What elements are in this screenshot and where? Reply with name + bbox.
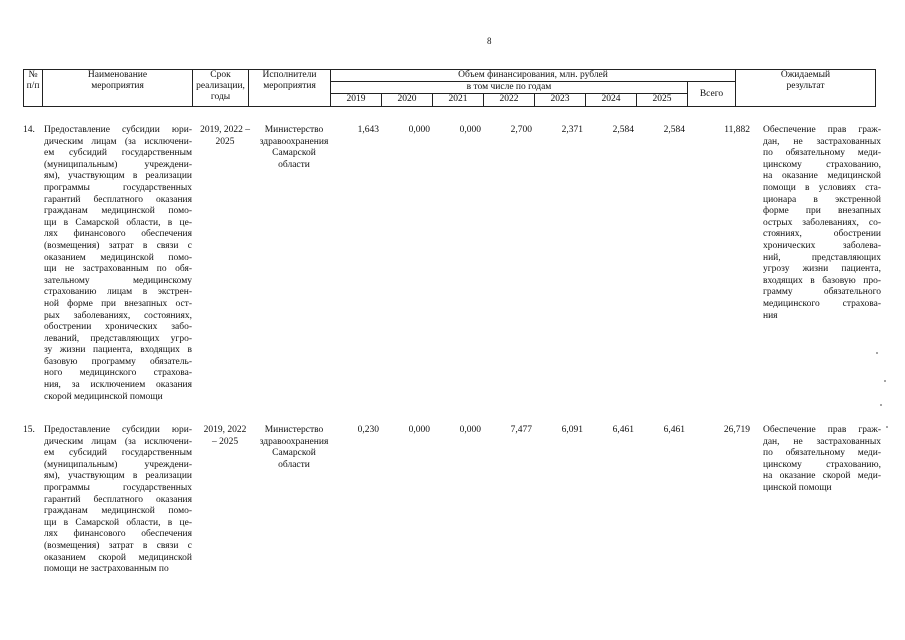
header-executors — [249, 70, 331, 107]
result-line: цинской помощи — [763, 482, 832, 493]
measure-name-line: ного медицинского страхова- — [44, 368, 192, 379]
measure-name-line: ем субсидий государственным — [44, 148, 192, 159]
header-term-line: реализации, — [196, 81, 245, 91]
page-number: 8 — [487, 36, 492, 46]
measure-name-line: лях финансового обеспечения — [44, 529, 192, 540]
value-2023: 6,091 — [561, 425, 583, 435]
measure-name-line: помощи не застрахованным по — [44, 564, 169, 575]
measure-name-line: ем субсидий государственным — [44, 448, 192, 459]
measure-name-line: (возмещения) затрат в связи с — [44, 240, 192, 251]
header-year: 2021 — [433, 94, 484, 107]
measure-name-line: рых заболеваниях, состояниях, — [44, 310, 192, 321]
executor-line: области — [278, 459, 310, 470]
measure-name-line: щи не застрахованным по обя- — [44, 264, 192, 275]
header-total: Всего — [688, 82, 736, 107]
executor-line: Министерство — [264, 425, 324, 435]
measure-name-line: программы государственных — [44, 182, 192, 193]
measure-name-line: базовую программу обязатель- — [44, 356, 192, 367]
measure-name-line: дическим лицам (за исключени- — [44, 436, 192, 447]
measure-name-line: страхованию лицам в экстрен- — [44, 287, 192, 298]
measure-name-line: гарантий бесплатного оказания — [44, 194, 192, 205]
measure-name-line: лях финансового обеспечения — [44, 229, 192, 240]
measure-name-line: ям), участвующим в реализации — [44, 471, 192, 482]
expected-result — [763, 125, 881, 322]
header-term-line: годы — [210, 92, 231, 102]
measure-name-line: обострении хронических забо- — [44, 322, 192, 333]
measure-name — [44, 425, 192, 576]
row-number: 14. — [23, 125, 35, 135]
header-executors-line: мероприятия — [263, 81, 316, 91]
header-year: 2022 — [484, 94, 535, 107]
value-2021: 0,000 — [459, 425, 481, 435]
measure-name-line: оказанием медицинской помо- — [44, 252, 192, 263]
measure-name-line: гарантий бесплатного оказания — [44, 494, 192, 505]
measure-name-line: (возмещения) затрат в связи с — [44, 540, 192, 551]
header-name-line: мероприятия — [91, 81, 144, 91]
result-line: острых заболеваниях, со- — [763, 217, 881, 228]
header-no-line: № — [28, 70, 38, 80]
value-2023: 2,371 — [561, 125, 583, 135]
value-2020: 0,000 — [408, 125, 430, 135]
result-line: на оказание медицинской — [763, 171, 881, 182]
result-line: Обеспечение прав граж- — [763, 125, 881, 135]
expected-result — [763, 425, 881, 495]
result-line: грамму обязательного — [763, 287, 881, 298]
executor-line: Самарской — [272, 148, 316, 159]
value-2022: 2,700 — [510, 125, 532, 135]
row-number: 15. — [23, 425, 35, 435]
header-no-line: п/п — [26, 81, 40, 91]
result-line: на оказание скорой меди- — [763, 471, 881, 482]
scan-speck — [884, 380, 886, 382]
measure-name-line: программы государственных — [44, 482, 192, 493]
header-term — [193, 70, 249, 107]
value-2024: 2,584 — [612, 125, 634, 135]
result-line: цинскому страхованию, — [763, 459, 881, 470]
result-line: угрозу жизни пациента, — [763, 264, 881, 275]
result-line: стояниях, обострении — [763, 229, 881, 240]
table-header — [23, 69, 876, 107]
result-line: хронических заболева- — [763, 240, 881, 251]
value-2024: 6,461 — [612, 425, 634, 435]
executor — [251, 125, 337, 171]
measure-name-line: щи в Самарской области, в це- — [44, 217, 192, 228]
measure-name-line: (муниципальным) учреждени- — [44, 459, 192, 470]
executor-line: области — [278, 159, 310, 170]
term-line: 2019, 2022 — [203, 425, 247, 435]
result-line: дан, не застрахованных — [763, 436, 881, 447]
result-line: ний, представляющих — [763, 252, 881, 263]
header-name-line: Наименование — [87, 70, 148, 80]
header-year: 2024 — [586, 94, 637, 107]
scan-speck — [876, 352, 878, 354]
measure-name-line: оказанием скорой медицинской — [44, 552, 192, 563]
result-line: форме при внезапных — [763, 206, 881, 217]
value-2025: 6,461 — [663, 425, 685, 435]
measure-name-line: гражданам медицинской помо- — [44, 506, 192, 517]
measure-name — [44, 125, 192, 403]
scan-speck — [880, 404, 882, 406]
value-2020: 0,000 — [408, 425, 430, 435]
value-2021: 0,000 — [459, 125, 481, 135]
value-2019: 0,230 — [357, 425, 379, 435]
result-line: ния — [763, 310, 778, 321]
header-result-line: результат — [786, 81, 825, 91]
result-line: входящих в базовую про- — [763, 275, 881, 286]
scan-speck — [886, 426, 888, 428]
executor-line: Самарской — [272, 448, 316, 459]
measure-name-line: гражданам медицинской помо- — [44, 206, 192, 217]
result-line: дан, не застрахованных — [763, 136, 881, 147]
term-line: 2019, 2022 – — [200, 125, 250, 135]
measure-name-line: леваний, представляющих угро- — [44, 333, 192, 344]
header-year: 2023 — [535, 94, 586, 107]
header-result — [736, 70, 876, 107]
executor — [251, 425, 337, 471]
executor-line: здравоохранения — [259, 136, 329, 147]
header-name — [43, 70, 193, 107]
term-line: 2025 — [215, 136, 235, 147]
measure-name-line: зу жизни пациента, входящих в — [44, 345, 192, 356]
value-total: 26,719 — [723, 425, 750, 435]
header-no — [24, 70, 43, 107]
header-result-line: Ожидаемый — [780, 70, 831, 80]
result-line: Обеспечение прав граж- — [763, 425, 881, 435]
header-executors-line: Исполнители — [262, 70, 317, 80]
value-2022: 7,477 — [510, 425, 532, 435]
measure-name-line: ния, за исключением оказания — [44, 380, 192, 391]
measure-name-line: ям), участвующим в реализации — [44, 171, 192, 182]
term-line: – 2025 — [211, 436, 239, 447]
measure-name-line: скорой медицинской помощи — [44, 391, 163, 402]
value-2025: 2,584 — [663, 125, 685, 135]
measure-name-line: Предоставление субсидии юри- — [44, 125, 192, 135]
measure-name-line: дическим лицам (за исключени- — [44, 136, 192, 147]
header-year: 2025 — [637, 94, 688, 107]
result-line: по обязательному меди- — [763, 448, 881, 459]
executor-line: Министерство — [264, 125, 324, 135]
result-line: цинскому страхованию, — [763, 159, 881, 170]
term-years — [195, 125, 255, 148]
result-line: по обязательному меди- — [763, 148, 881, 159]
measure-name-line: зательному медицинскому — [44, 275, 192, 286]
term-years — [195, 425, 255, 448]
measure-name-line: Предоставление субсидии юри- — [44, 425, 192, 435]
result-line: ционара в экстренной — [763, 194, 881, 205]
executor-line: здравоохранения — [259, 436, 329, 447]
header-funding: Объем финансирования, млн. рублей — [331, 70, 736, 82]
measure-name-line: ной форме при внезапных ост- — [44, 298, 192, 309]
result-line: медицинского страхова- — [763, 298, 881, 309]
header-year: 2020 — [382, 94, 433, 107]
measure-name-line: (муниципальным) учреждени- — [44, 159, 192, 170]
value-total: 11,882 — [724, 125, 750, 135]
header-term-line: Срок — [210, 70, 231, 80]
result-line: помощи в условиях ста- — [763, 182, 881, 193]
value-2019: 1,643 — [357, 125, 379, 135]
header-by-years: в том числе по годам — [331, 82, 688, 94]
measure-name-line: щи в Самарской области, в це- — [44, 517, 192, 528]
header-year: 2019 — [331, 94, 382, 107]
